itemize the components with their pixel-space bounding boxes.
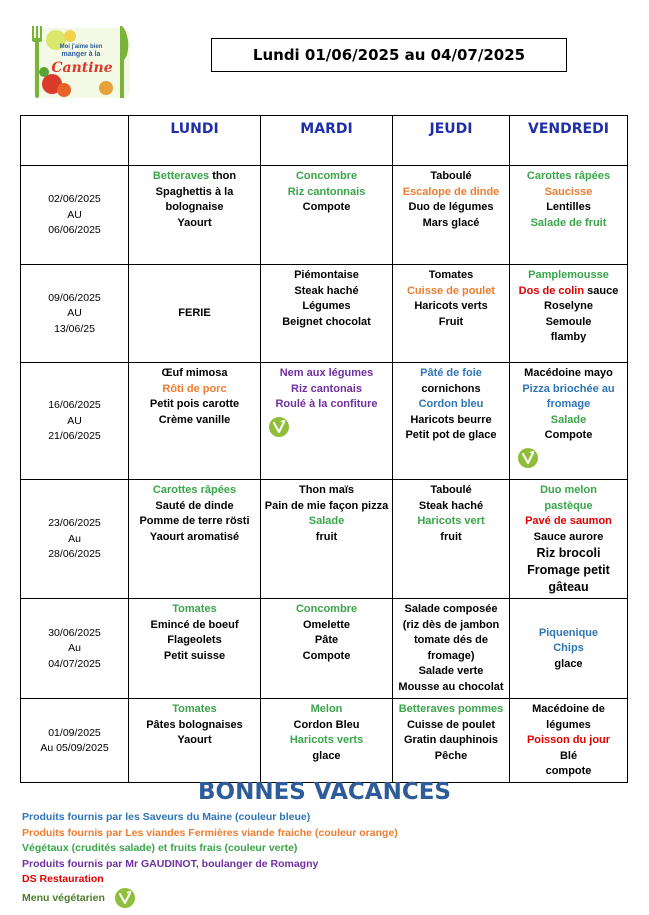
dish-line: Semoule [545, 315, 592, 328]
menu-cell [393, 480, 510, 599]
dish-line: Melon [310, 703, 343, 715]
legend-text: Produits fournis par les Saveurs du Maine (couleur bleue) [22, 811, 311, 823]
dish-line: glace [312, 749, 341, 762]
dish-line: Tomates [172, 703, 217, 715]
dish-line: Salade [308, 515, 345, 527]
week-row [21, 265, 628, 363]
dish-line: Pomme de terre rösti [139, 515, 250, 527]
dish-line: Yaourt aromatisé [149, 530, 240, 543]
dish-line: Spaghettis à la [155, 185, 234, 198]
week-date-line: Au [68, 642, 81, 655]
week-row [21, 599, 628, 699]
week-date-line: Au [68, 532, 81, 545]
dish-line: gâteau [548, 580, 589, 594]
dish-line: Betteraves pommes [398, 703, 504, 715]
week-row [21, 363, 628, 480]
menu-table [20, 115, 628, 783]
dish-line: Salade [550, 413, 587, 426]
dish-line: Compote [302, 201, 351, 213]
dish-line: Sauce aurore [533, 530, 604, 543]
dish-line: FERIE [178, 307, 211, 320]
menu-cell [510, 265, 628, 363]
dish-line: Concombre [295, 170, 358, 182]
color-legend [22, 810, 398, 908]
dish-line: Mousse au chocolat [398, 680, 504, 693]
menu-cell [129, 265, 261, 363]
cantine-logo-graphic [26, 24, 130, 102]
header-empty [21, 116, 129, 166]
dish-line: Mars glacé [422, 216, 480, 229]
dish-line: Sauté de dinde [155, 499, 234, 512]
dish-line: Yaourt [177, 216, 212, 229]
dish-line: Petit pot de glace [405, 429, 497, 441]
week-date-line: 23/06/2025 [48, 517, 101, 530]
dish-line: Cuisse de poulet [406, 284, 496, 297]
dish-part: thon [209, 170, 237, 182]
dish-line: Flageolets [167, 634, 222, 646]
week-date-line: 06/06/2025 [48, 224, 101, 237]
week-date-cell [21, 363, 129, 480]
dish-line: Haricots beurre [410, 413, 492, 426]
dish-line: Pain de mie façon pizza [264, 499, 389, 512]
week-date-line: 21/06/2025 [48, 430, 101, 443]
week-date-line: 09/06/2025 [48, 291, 101, 304]
menu-cell [261, 166, 393, 265]
dish-line: Haricots verts [414, 300, 488, 312]
dish-line: Thon maïs [298, 484, 354, 496]
legend-text: Produits fournis par Les viandes Fermières viande fraiche (couleur orange) [22, 826, 398, 839]
week-date-line: AU [67, 307, 82, 320]
week-date-line: AU [67, 414, 82, 427]
week-date-line: 02/06/2025 [48, 193, 101, 206]
header-row [21, 116, 628, 166]
dish-line: Pâtes bolognaises [146, 718, 243, 731]
dish-line: Œuf mimosa [161, 367, 228, 379]
dish-line: légumes [546, 718, 591, 731]
header-mardi: MARDI [261, 116, 393, 166]
dish-line: Yaourt [177, 734, 212, 746]
dish-line: Salade verte [418, 665, 484, 677]
dish-line: Tomates [428, 269, 474, 281]
menu-cell [393, 166, 510, 265]
legend-item [22, 841, 398, 857]
menu-cell [510, 480, 628, 599]
dish-line: bolognaise [165, 201, 224, 213]
dish-line: Crème vanille [158, 413, 231, 426]
menu-cell [129, 599, 261, 699]
dish-line: Lentilles [546, 201, 591, 213]
dish-line: Macédoine mayo [524, 367, 613, 379]
dish-line: Légumes [302, 300, 351, 312]
dish-line: fruit [440, 530, 462, 543]
vegetarian-legend-icon [115, 888, 135, 908]
dish-line: Pamplemousse [528, 269, 609, 281]
dish-line: Duo melon [540, 484, 597, 496]
vegetarian-icon [518, 448, 538, 468]
dish-line: Carottes râpées [526, 170, 611, 182]
week-row [21, 480, 628, 599]
dish-line: Cordon bleu [418, 398, 484, 410]
dish-line: Cordon Bleu [293, 718, 360, 731]
menu-cell [261, 699, 393, 783]
week-date-cell [21, 166, 129, 265]
dish-part: sauce [584, 284, 619, 297]
menu-cell [129, 480, 261, 599]
dish-line: Concombre [295, 603, 358, 615]
dish-line: Piquenique [538, 626, 599, 639]
week-date-line: 01/09/2025 [48, 726, 101, 739]
dish-line: Haricots verts [289, 734, 364, 746]
menu-cell [510, 599, 628, 699]
menu-cell [393, 599, 510, 699]
week-date-line: 16/06/2025 [48, 399, 101, 412]
legend-text: DS Restauration [22, 873, 104, 885]
dish-line: Carottes râpées [152, 484, 237, 496]
dish-line: glace [554, 657, 583, 670]
header-vendredi: VENDREDI [510, 116, 628, 166]
dish-line: Haricots vert [417, 515, 485, 527]
dish-line: tomate dés de [414, 634, 488, 646]
dish-line: flamby [550, 331, 587, 343]
menu-cell [129, 363, 261, 480]
dish-line: Pâte [314, 634, 339, 646]
menu-cell [261, 265, 393, 363]
dish-line: Compote [544, 429, 593, 441]
legend-item [22, 810, 398, 826]
dish-line: (riz dès de jambon [402, 618, 500, 631]
dish-line: Riz cantonnais [287, 185, 366, 198]
vegetarian-marker [263, 417, 390, 437]
menu-cell [261, 480, 393, 599]
dish-line: compote [545, 765, 592, 777]
dish-line: Fromage petit [527, 563, 610, 577]
legend-item [22, 872, 398, 888]
dish-line: Macédoine de [532, 703, 605, 715]
dish-line: cornichons [421, 382, 481, 395]
dish-line: Salade composée [404, 603, 498, 615]
cantine-logo [26, 24, 130, 102]
dish-line: Roulé à la confiture [275, 398, 378, 410]
dish-line: Escalope de dinde [402, 185, 500, 198]
menu-cell [129, 166, 261, 265]
dish-line: Duo de légumes [408, 201, 494, 213]
dish-line: Roselyne [544, 300, 593, 312]
week-row [21, 699, 628, 783]
dish-line: Tomates [172, 603, 217, 615]
dish-line: fromage) [427, 649, 475, 662]
legend-text: Produits fournis par Mr GAUDINOT, boulanger de Romagny [22, 857, 319, 870]
dish-part: Betteraves [152, 170, 210, 182]
menu-cell [510, 699, 628, 783]
dish-line: Pêche [434, 749, 468, 762]
header-jeudi: JEUDI [393, 116, 510, 166]
dish-line: Riz cantonais [291, 382, 362, 395]
dish-line: Chips [553, 642, 584, 655]
dish-part: Dos de colin [518, 284, 585, 297]
dish-line: Pavé de saumon [525, 515, 612, 527]
week-date-cell [21, 480, 129, 599]
week-date-line: 13/06/25 [54, 322, 95, 335]
dish-line: Fruit [438, 315, 464, 328]
dish-line: Pâté de foie [420, 367, 482, 379]
dish-line: Nem aux légumes [279, 367, 374, 379]
legend-item [22, 826, 398, 842]
dish-line [131, 169, 258, 185]
vegetarian-icon [269, 417, 289, 437]
menu-cell [261, 363, 393, 480]
week-date-cell [21, 265, 129, 363]
week-date-line: 30/06/2025 [48, 626, 101, 639]
menu-cell [510, 166, 628, 265]
dish-line: Piémontaise [294, 269, 359, 281]
dish-line: Taboulé [430, 170, 472, 182]
dish-line: Petit suisse [163, 649, 226, 662]
bonnes-vacances-heading: BONNES VACANCES [198, 779, 451, 805]
dish-line: Gratin dauphinois [403, 734, 499, 746]
week-date-line: 28/06/2025 [48, 548, 101, 561]
dish-line: Beignet chocolat [282, 315, 371, 328]
dish-line: Taboulé [430, 484, 472, 496]
menu-cell [393, 699, 510, 783]
dish-line: Emincé de boeuf [150, 618, 239, 631]
page-title: Lundi 01/06/2025 au 04/07/2025 [211, 38, 567, 72]
dish-line: fruit [315, 530, 338, 543]
dish-line: Blé [559, 749, 578, 762]
dish-line: Cuisse de poulet [406, 718, 496, 731]
menu-cell [129, 699, 261, 783]
dish-line: fromage [546, 398, 591, 410]
legend-item [22, 888, 398, 908]
week-date-line: AU [67, 208, 82, 221]
dish-line: Rôti de porc [162, 382, 227, 395]
vegetarian-marker [512, 448, 625, 468]
menu-cell [261, 599, 393, 699]
week-row [21, 166, 628, 265]
dish-line: Saucisse [544, 185, 593, 198]
week-date-line: 04/07/2025 [48, 657, 101, 670]
week-date-cell [21, 699, 129, 783]
dish-line [512, 284, 625, 300]
dish-line: Steak haché [418, 499, 484, 512]
header-lundi: LUNDI [129, 116, 261, 166]
dish-line: Omelette [302, 618, 351, 631]
menu-cell [393, 363, 510, 480]
menu-cell [510, 363, 628, 480]
legend-text: Menu végétarien [22, 891, 105, 904]
legend-item [22, 857, 398, 873]
dish-line: Poisson du jour [526, 734, 611, 746]
menu-body [21, 166, 628, 783]
dish-line: pastèque [544, 499, 593, 512]
logo-brand: Cantine [51, 60, 113, 76]
week-date-line: Au 05/09/2025 [40, 742, 109, 754]
dish-line: Salade de fruit [530, 216, 607, 229]
week-date-cell [21, 599, 129, 699]
menu-cell [393, 265, 510, 363]
dish-line: Riz brocoli [536, 546, 601, 560]
dish-line: Pizza briochée au [522, 382, 615, 395]
logo-text-line1: Moi j'aime bien [59, 44, 103, 50]
legend-text: Végétaux (crudités salade) et fruits frais (couleur verte) [22, 842, 298, 854]
dish-line: Steak haché [294, 284, 359, 297]
dish-line: Petit pois carotte [149, 398, 240, 410]
logo-text-line2: manger à la [61, 51, 101, 58]
dish-line: Compote [302, 649, 351, 662]
